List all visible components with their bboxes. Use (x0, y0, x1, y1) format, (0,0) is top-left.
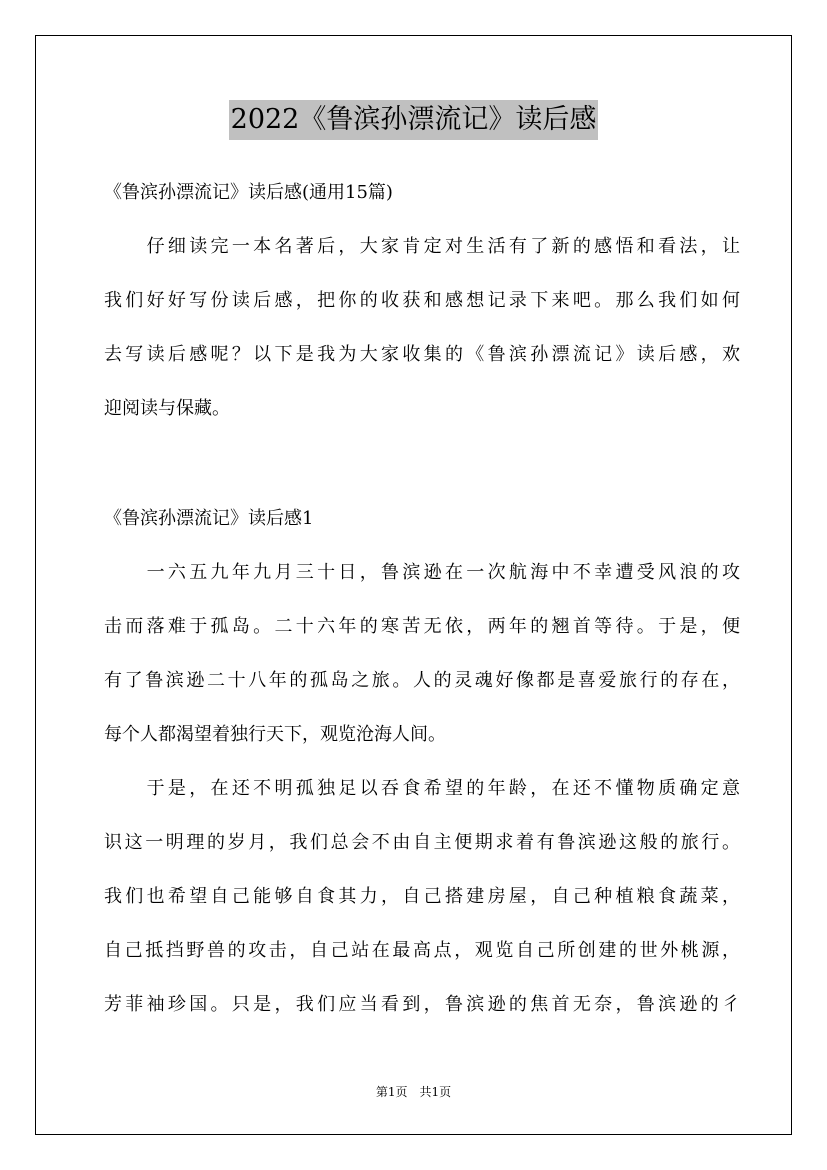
intro-line: 去写读后感呢？以下是我为大家收集的《鲁滨孙漂流记》读后感，欢 (104, 344, 740, 365)
paragraph-line: 自己抵挡野兽的攻击，自己站在最高点，观览自己所创建的世外桃源， (104, 940, 740, 961)
intro-line: 我们好好写份读后感，把你的收获和感想记录下来吧。那么我们如何 (104, 290, 740, 311)
paragraph-line: 于是，在还不明孤独足以吞食希望的年龄，在还不懂物质确定意 (104, 778, 740, 799)
paragraph-line: 一六五九年九月三十日，鲁滨逊在一次航海中不幸遭受风浪的攻 (104, 562, 740, 583)
page-number-footer: 第1页 共1页 (375, 1085, 452, 1099)
section-heading: 《鲁滨孙漂流记》读后感1 (104, 508, 314, 529)
intro-line: 仔细读完一本名著后，大家肯定对生活有了新的感悟和看法，让 (104, 236, 740, 257)
title-container (0, 100, 827, 140)
paragraph-line: 识这一明理的岁月，我们总会不由自主便期求着有鲁滨逊这般的旅行。 (104, 832, 740, 853)
paragraph-line: 芳菲袖珍国。只是，我们应当看到，鲁滨逊的焦首无奈，鲁滨逊的彳 (104, 994, 740, 1015)
paragraph-line: 我们也希望自己能够自食其力，自己搭建房屋，自己种植粮食蔬菜， (104, 886, 740, 907)
paragraph-line: 有了鲁滨逊二十八年的孤岛之旅。人的灵魂好像都是喜爱旅行的存在， (104, 670, 740, 691)
document-subtitle: 《鲁滨孙漂流记》读后感(通用15篇) (104, 182, 393, 203)
paragraph-line: 每个人都渴望着独行天下，观览沧海人间。 (104, 724, 446, 745)
paragraph-line: 击而落难于孤岛。二十六年的寒苦无依，两年的翘首等待。于是，便 (104, 616, 740, 637)
document-title: 2022《鲁滨孙漂流记》读后感 (229, 100, 599, 140)
intro-line: 迎阅读与保藏。 (104, 398, 230, 419)
